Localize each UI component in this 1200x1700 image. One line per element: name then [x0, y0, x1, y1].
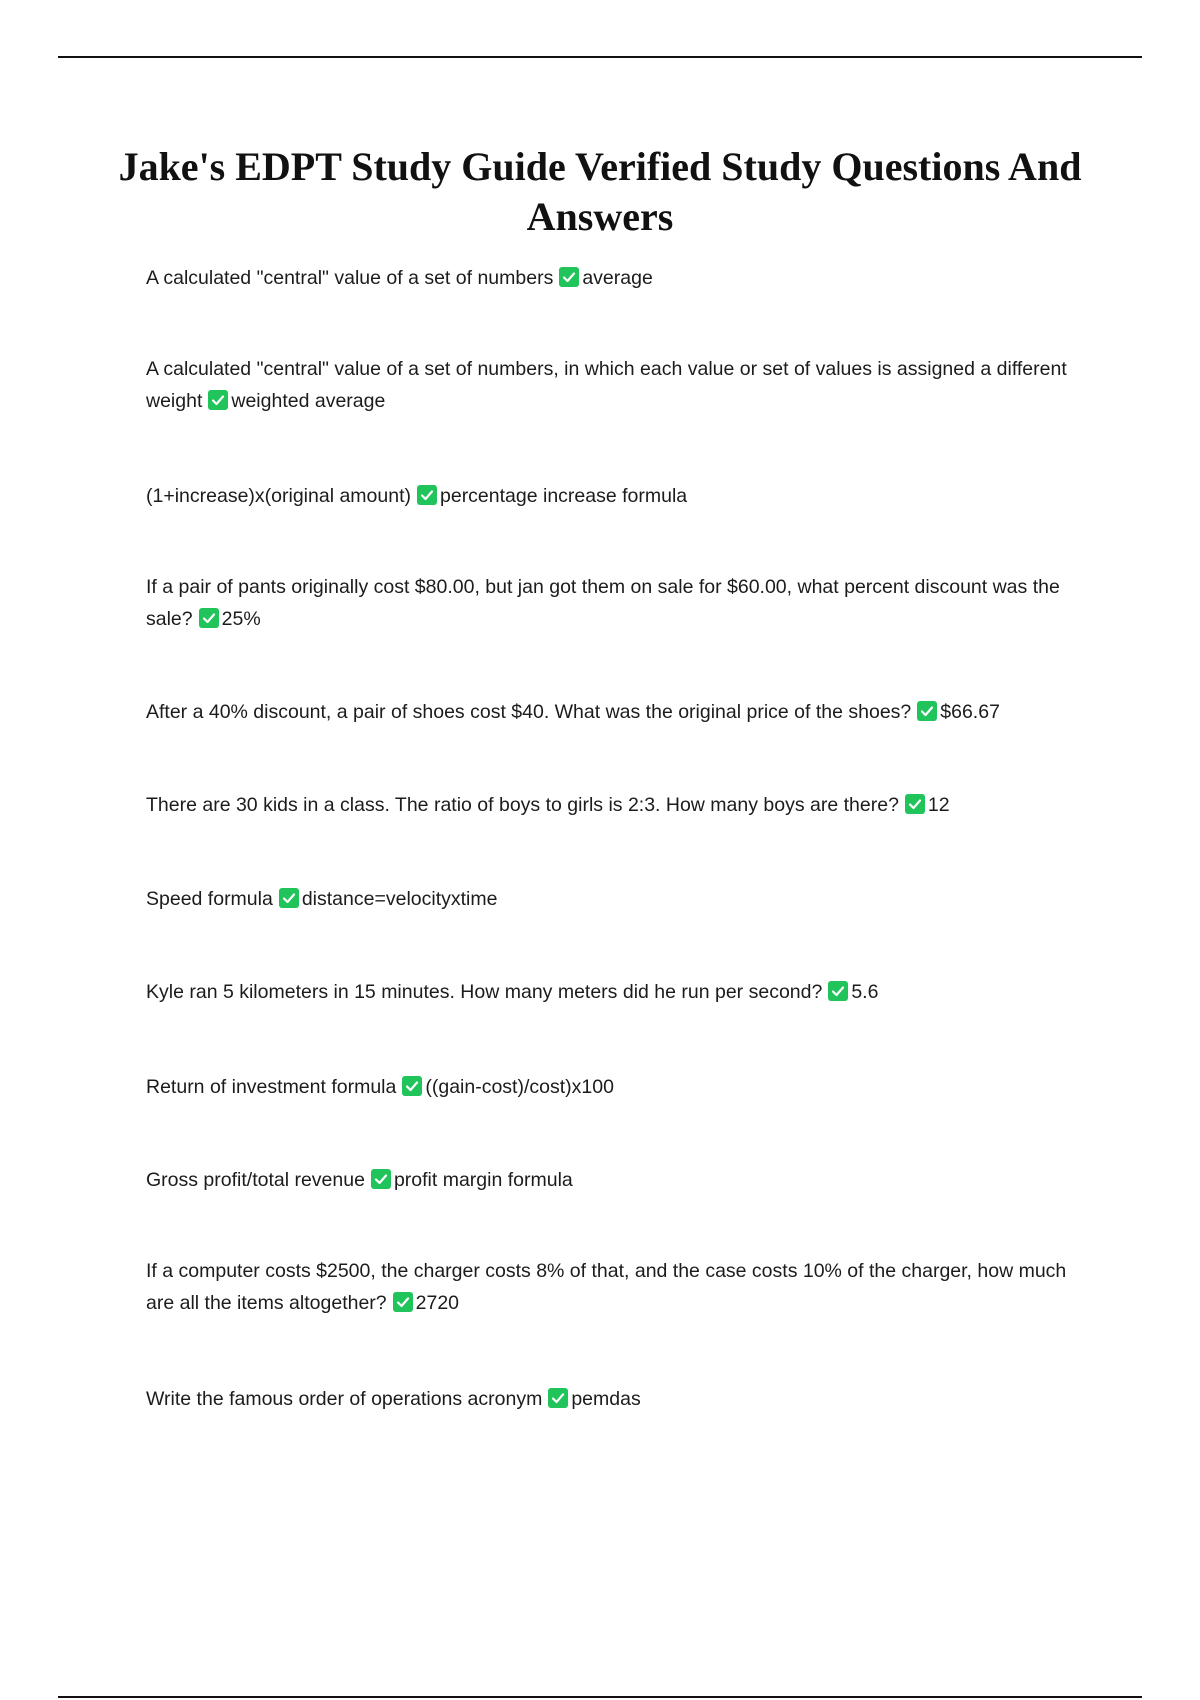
check-box-icon	[559, 267, 579, 287]
question-text: If a pair of pants originally cost $80.00, but jan got them on sale for $60.00, what percent discount was the sale?	[146, 576, 1060, 630]
question-text: If a computer costs $2500, the charger costs 8% of that, and the case costs 10% of the charger, how much are all the items altogether?	[146, 1260, 1067, 1314]
answer-text: 25%	[221, 608, 261, 630]
check-box-icon	[417, 485, 437, 505]
answer-text: 2720	[415, 1292, 460, 1314]
qa-item	[146, 1071, 1076, 1103]
answer-text: percentage increase formula	[440, 485, 688, 507]
answer-text: weighted average	[231, 390, 386, 412]
answer-text: profit margin formula	[393, 1169, 573, 1191]
qa-item	[146, 976, 1076, 1008]
answer-text: 12	[927, 794, 950, 816]
check-box-icon	[371, 1169, 391, 1189]
check-box-icon	[917, 701, 937, 721]
check-box-icon	[393, 1292, 413, 1312]
check-box-icon	[828, 981, 848, 1001]
answer-text: $66.67	[940, 701, 1000, 723]
qa-item	[146, 1255, 1076, 1319]
question-text: A calculated "central" value of a set of numbers, in which each value or set of values is assigned a different weight	[146, 358, 1067, 412]
check-box-icon	[548, 1388, 568, 1408]
check-box-icon	[208, 390, 228, 410]
qa-item	[146, 789, 1076, 821]
question-text: There are 30 kids in a class. The ratio of boys to girls is 2:3. How many boys are there?	[146, 794, 899, 816]
page-title: Jake's EDPT Study Guide Verified Study Questions And Answers	[118, 144, 1082, 239]
check-box-icon	[279, 888, 299, 908]
qa-item	[146, 480, 1076, 512]
bottom-divider	[58, 1696, 1142, 1698]
answer-text: average	[582, 267, 653, 289]
question-text: (1+increase)x(original amount)	[146, 485, 411, 507]
qa-item	[146, 1164, 1076, 1196]
question-text: Write the famous order of operations acronym	[146, 1388, 543, 1410]
question-text: After a 40% discount, a pair of shoes cost $40. What was the original price of the shoes?	[146, 701, 912, 723]
answer-text: distance=velocityxtime	[301, 888, 498, 910]
qa-item	[146, 262, 1076, 294]
answer-text: ((gain-cost)/cost)x100	[425, 1076, 614, 1098]
qa-item	[146, 1383, 1076, 1415]
answer-text: 5.6	[851, 981, 879, 1003]
answer-text: pemdas	[571, 1388, 641, 1410]
qa-item	[146, 353, 1076, 417]
question-text: Return of investment formula	[146, 1076, 397, 1098]
qa-item	[146, 883, 1076, 915]
check-box-icon	[402, 1076, 422, 1096]
question-text: Gross profit/total revenue	[146, 1169, 365, 1191]
question-text: Kyle ran 5 kilometers in 15 minutes. How many meters did he run per second?	[146, 981, 823, 1003]
check-box-icon	[199, 608, 219, 628]
question-text: A calculated "central" value of a set of numbers	[146, 267, 554, 289]
top-divider	[58, 56, 1142, 58]
qa-item	[146, 696, 1076, 728]
question-text: Speed formula	[146, 888, 273, 910]
qa-item	[146, 571, 1076, 635]
check-box-icon	[905, 794, 925, 814]
